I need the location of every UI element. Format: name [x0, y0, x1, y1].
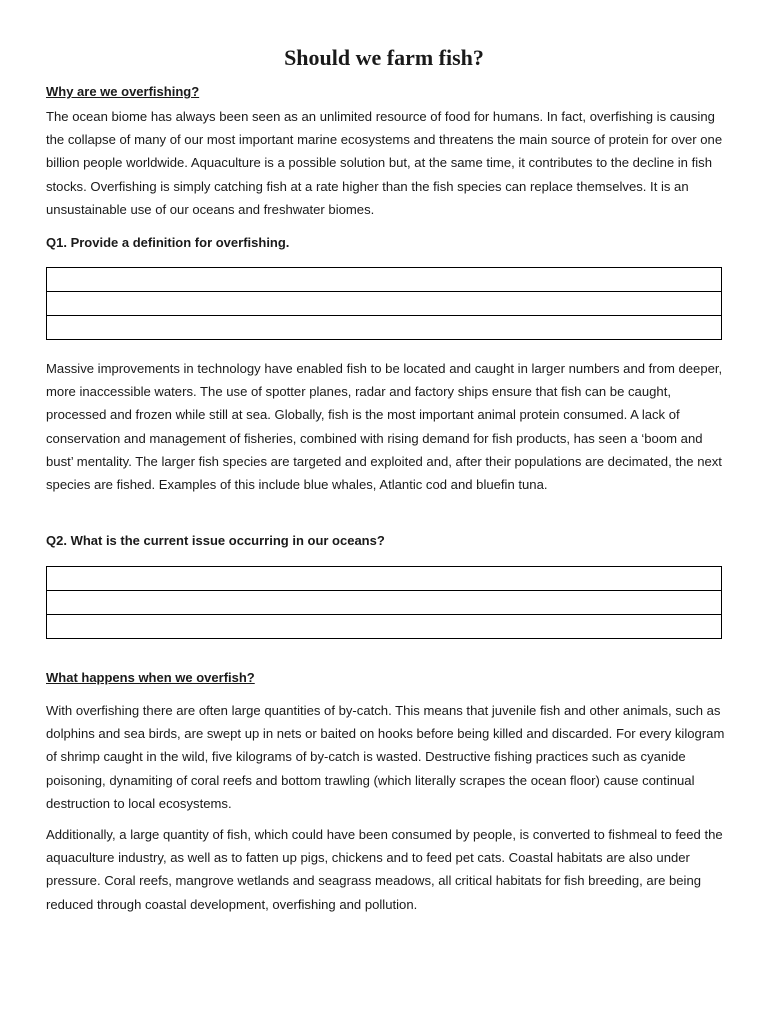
q1-answer-box: [46, 267, 722, 340]
intro-paragraph: The ocean biome has always been seen as an unlimited resource of food for humans. In fact, overfishing is causing the collapse of many of our most important marine ecosystems and threatens the main source of protein for over one billion people worldwide. Aquaculture is a possible solution but, at the same time, it contributes to the decline in fish stocks. Overfishing is simply catching fish at a rate higher than the fish species can replace themselves. It is an unsustainable use of our oceans and freshwater biomes.: [46, 109, 723, 217]
section-heading-why-overfishing: Why are we overfishing?: [46, 84, 200, 99]
q2-answer-box: [46, 566, 722, 639]
fishmeal-paragraph: Additionally, a large quantity of fish, which could have been consumed by people, is converted to fishmeal to feed the aquaculture industry, as well as to fatten up pigs, chickens and to feed pet cats. Coastal habitats are also under pressure. Coral reefs, mangrove wetlands and seagrass meadows, all critical habitats for fish breeding, are being reduced through coastal development, overfishing and pollution.: [46, 827, 723, 912]
bycatch-paragraph: With overfishing there are often large quantities of by-catch. This means that juvenile fish and other animals, such as dolphins and sea birds, are swept up in nets or baited on hooks before being killed and discarded. For every kilogram of shrimp caught in the wild, five kilograms of by-catch is wasted. Destructive fishing practices such as cyanide poisoning, dynamiting of coral reefs and bottom trawling (which literally scrapes the ocean floor) cause continual destruction to local ecosystems.: [46, 703, 725, 811]
question-2: Q2. What is the current issue occurring in our oceans?: [46, 533, 385, 548]
page-title: Should we farm fish?: [284, 45, 484, 70]
q2-answer-line[interactable]: [47, 567, 721, 591]
q2-answer-line[interactable]: [47, 615, 721, 638]
q1-answer-line[interactable]: [47, 292, 721, 316]
q1-answer-line[interactable]: [47, 316, 721, 339]
technology-paragraph: Massive improvements in technology have enabled fish to be located and caught in larger numbers and from deeper, more inaccessible waters. The use of spotter planes, radar and factory ships ensure that fish can be caught, processed and frozen while still at sea. Globally, fish is the most important animal protein consumed. A lack of conservation and management of fisheries, combined with rising demand for fish products, has seen a ‘boom and bust’ mentality. The larger fish species are targeted and exploited and, after their populations are decimated, the next species are fished. Examples of this include blue whales, Atlantic cod and bluefin tuna.: [46, 361, 723, 493]
q2-answer-line[interactable]: [47, 591, 721, 615]
question-1: Q1. Provide a definition for overfishing.: [46, 235, 290, 250]
q1-answer-line[interactable]: [47, 268, 721, 292]
section-heading-what-happens: What happens when we overfish?: [46, 670, 255, 685]
